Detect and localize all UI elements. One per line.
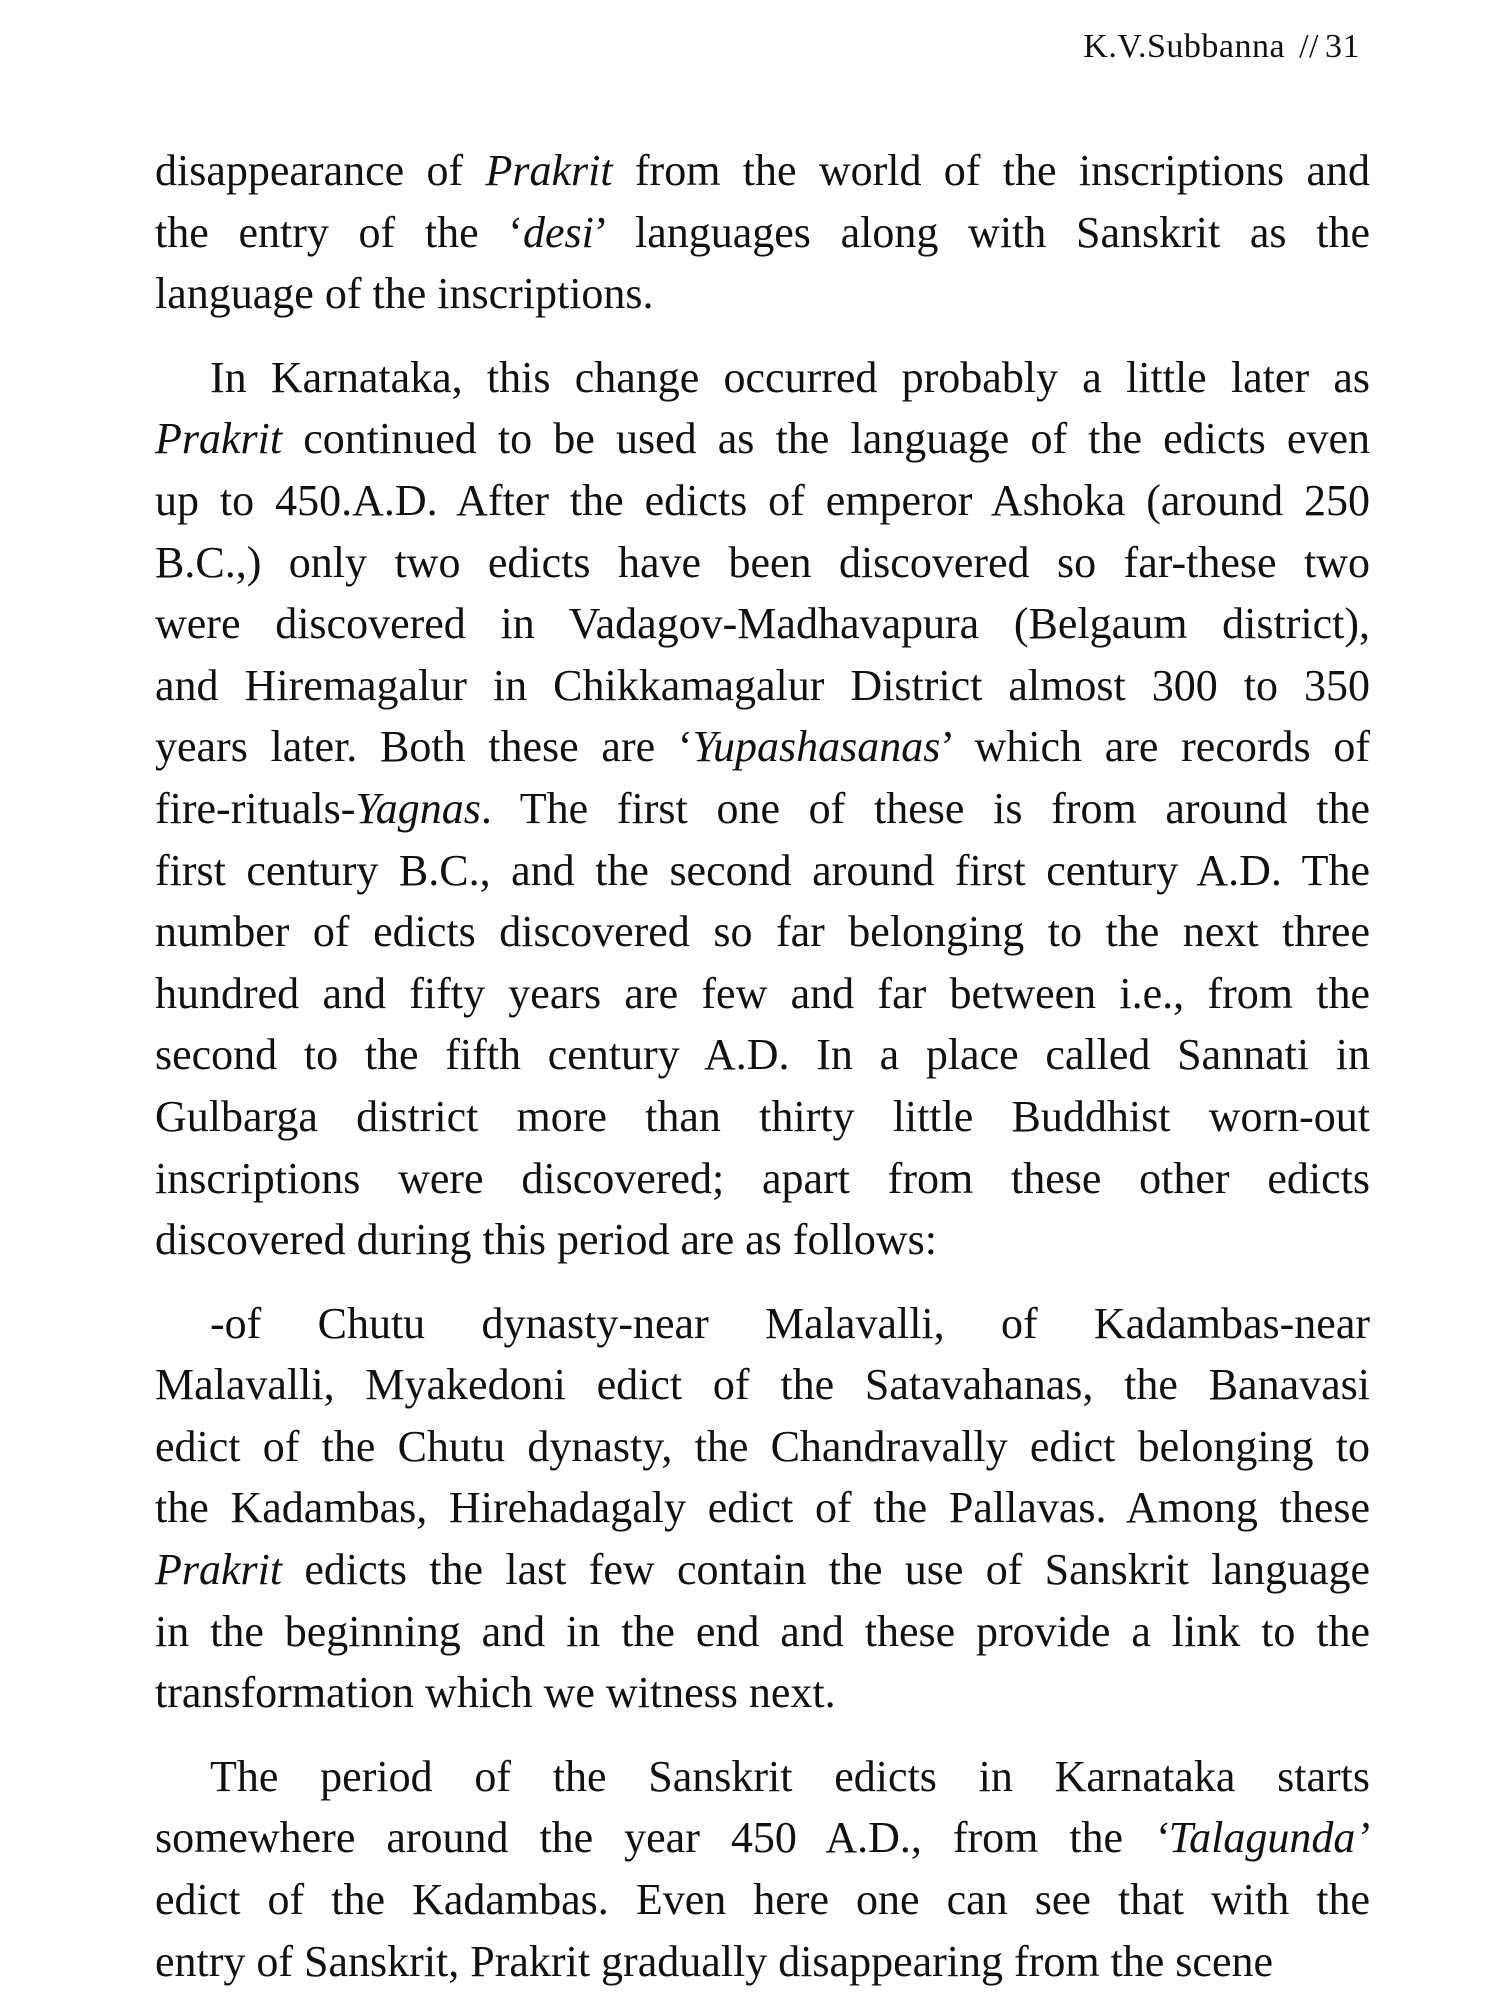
text-line: entry of Sanskrit, Prakrit gradually disappearing from the scene bbox=[155, 1936, 1274, 1986]
text-line: and Hiremagalur in Chikkamagalur District almost 300 to 350 bbox=[155, 660, 1370, 710]
text-line: B.C.,) only two edicts have been discovered so far-these two bbox=[155, 537, 1370, 587]
text-line: somewhere around the year 450 A.D., from the ‘Talagunda’ bbox=[155, 1813, 1370, 1863]
page-body bbox=[155, 140, 1370, 2014]
text-line: -of Chutu dynasty-near Malavalli, of Kadambas-near bbox=[210, 1298, 1370, 1348]
paragraph-3 bbox=[155, 1293, 1370, 1724]
paragraph-2 bbox=[155, 347, 1370, 1271]
text-line: inscriptions were discovered; apart from these other edicts bbox=[155, 1153, 1370, 1203]
text-line: were discovered in Vadagov-Madhavapura (Belgaum district), bbox=[155, 599, 1370, 649]
text-line: the entry of the ‘desi’ languages along with Sanskrit as the bbox=[155, 207, 1370, 257]
italic-term: Prakrit bbox=[485, 146, 613, 195]
header-author: K.V.Subbanna bbox=[1083, 28, 1286, 65]
text-line: Prakrit continued to be used as the language of the edicts even bbox=[155, 414, 1370, 464]
header-separator: // bbox=[1299, 28, 1319, 65]
text-line: Prakrit edicts the last few contain the use of Sanskrit language bbox=[155, 1545, 1370, 1595]
text-line: In Karnataka, this change occurred probably a little later as bbox=[210, 352, 1370, 402]
text-line: hundred and fifty years are few and far between i.e., from the bbox=[155, 968, 1370, 1018]
italic-term: Yupashasanas bbox=[692, 722, 941, 772]
text-line: the Kadambas, Hirehadagaly edict of the Pallavas. Among these bbox=[155, 1483, 1370, 1533]
text-line: disappearance of Prakrit from the world of the inscriptions and bbox=[155, 146, 1370, 195]
italic-term: ‘Talagunda’ bbox=[1154, 1813, 1370, 1863]
running-head bbox=[1083, 28, 1360, 66]
text-line: Gulbarga district more than thirty little Buddhist worn-out bbox=[155, 1091, 1370, 1141]
text-line: fire-rituals-Yagnas. The first one of these is from around the bbox=[155, 783, 1370, 833]
text-line: edict of the Chutu dynasty, the Chandravally edict belonging to bbox=[155, 1421, 1370, 1471]
text-line: up to 450.A.D. After the edicts of emperor Ashoka (around 250 bbox=[155, 475, 1370, 525]
text-line: second to the fifth century A.D. In a place called Sannati in bbox=[155, 1030, 1370, 1080]
italic-term: Prakrit bbox=[155, 414, 283, 464]
italic-term: Yagnas bbox=[355, 783, 481, 833]
text-line: discovered during this period are as follows: bbox=[155, 1215, 938, 1265]
text-line: first century B.C., and the second around first century A.D. The bbox=[155, 845, 1370, 895]
italic-term: desi bbox=[523, 207, 594, 257]
text-line: language of the inscriptions. bbox=[155, 269, 654, 319]
text-line: edict of the Kadambas. Even here one can see that with the bbox=[155, 1875, 1370, 1925]
text-line: Malavalli, Myakedoni edict of the Satavahanas, the Banavasi bbox=[155, 1360, 1370, 1410]
text-line: in the beginning and in the end and these provide a link to the bbox=[155, 1606, 1370, 1656]
italic-term: Prakrit bbox=[155, 1545, 283, 1595]
page-number: 31 bbox=[1325, 28, 1360, 65]
text-line: The period of the Sanskrit edicts in Karnataka starts bbox=[210, 1751, 1370, 1801]
paragraph-1 bbox=[155, 140, 1370, 325]
text-line: years later. Both these are ‘Yupashasanas’ which are records of bbox=[155, 722, 1370, 772]
text-line: number of edicts discovered so far belonging to the next three bbox=[155, 907, 1370, 957]
paragraph-4 bbox=[155, 1746, 1370, 1992]
text-line: transformation which we witness next. bbox=[155, 1668, 836, 1718]
